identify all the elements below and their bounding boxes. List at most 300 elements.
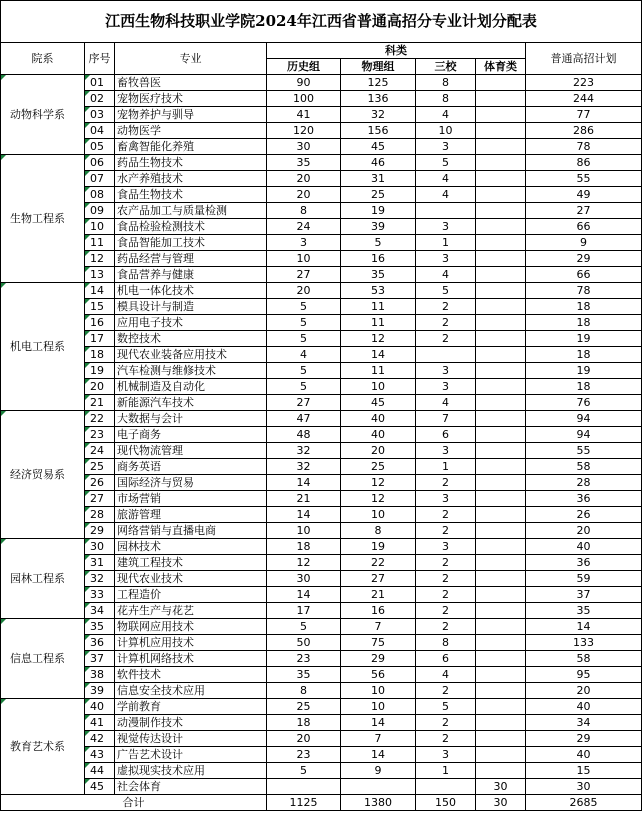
sanxiao-cell: 4 — [416, 395, 476, 411]
history-cell: 120 — [267, 123, 341, 139]
history-cell: 23 — [267, 651, 341, 667]
table-row — [1, 187, 642, 203]
sports-cell — [476, 299, 526, 315]
total-cell: 49 — [526, 187, 642, 203]
history-cell: 5 — [267, 619, 341, 635]
major-cell: 广告艺术设计 — [115, 747, 267, 763]
history-cell: 14 — [267, 587, 341, 603]
physics-cell: 35 — [341, 267, 416, 283]
physics-cell: 25 — [341, 187, 416, 203]
history-cell: 18 — [267, 715, 341, 731]
sanxiao-cell: 2 — [416, 523, 476, 539]
total-cell: 36 — [526, 491, 642, 507]
sports-cell — [476, 331, 526, 347]
physics-cell — [341, 779, 416, 795]
history-cell: 50 — [267, 635, 341, 651]
seq-cell: 33 — [85, 587, 115, 603]
physics-cell: 56 — [341, 667, 416, 683]
table-row — [1, 571, 642, 587]
history-cell: 3 — [267, 235, 341, 251]
total-cell: 20 — [526, 523, 642, 539]
seq-cell: 18 — [85, 347, 115, 363]
header-sanxiao: 三校 — [416, 59, 476, 75]
seq-cell: 20 — [85, 379, 115, 395]
physics-cell: 5 — [341, 235, 416, 251]
table-row — [1, 443, 642, 459]
physics-cell: 40 — [341, 411, 416, 427]
table-row — [1, 475, 642, 491]
table-row — [1, 603, 642, 619]
seq-cell: 17 — [85, 331, 115, 347]
seq-cell: 16 — [85, 315, 115, 331]
physics-cell: 7 — [341, 731, 416, 747]
table-row — [1, 235, 642, 251]
history-cell: 4 — [267, 347, 341, 363]
major-cell: 建筑工程技术 — [115, 555, 267, 571]
total-cell: 19 — [526, 331, 642, 347]
total-cell: 28 — [526, 475, 642, 491]
sports-cell — [476, 379, 526, 395]
history-cell: 20 — [267, 283, 341, 299]
sports-cell — [476, 235, 526, 251]
seq-cell: 14 — [85, 283, 115, 299]
total-cell: 34 — [526, 715, 642, 731]
major-cell: 药品生物技术 — [115, 155, 267, 171]
sanxiao-cell — [416, 779, 476, 795]
physics-cell: 14 — [341, 347, 416, 363]
sanxiao-cell: 3 — [416, 251, 476, 267]
history-cell: 5 — [267, 379, 341, 395]
total-cell: 78 — [526, 283, 642, 299]
history-cell: 25 — [267, 699, 341, 715]
physics-cell: 10 — [341, 379, 416, 395]
total-cell: 55 — [526, 443, 642, 459]
table-row — [1, 123, 642, 139]
history-cell: 8 — [267, 203, 341, 219]
sanxiao-cell: 2 — [416, 715, 476, 731]
table-row — [1, 331, 642, 347]
total-cell: 18 — [526, 347, 642, 363]
seq-cell: 34 — [85, 603, 115, 619]
history-cell: 47 — [267, 411, 341, 427]
table-row — [1, 635, 642, 651]
sanxiao-cell: 3 — [416, 379, 476, 395]
history-cell: 23 — [267, 747, 341, 763]
total-cell: 27 — [526, 203, 642, 219]
sanxiao-cell: 2 — [416, 571, 476, 587]
sanxiao-cell: 2 — [416, 683, 476, 699]
seq-cell: 13 — [85, 267, 115, 283]
sanxiao-cell: 2 — [416, 555, 476, 571]
sanxiao-cell: 3 — [416, 443, 476, 459]
sanxiao-cell — [416, 203, 476, 219]
total-cell: 286 — [526, 123, 642, 139]
major-cell: 农产品加工与质量检测 — [115, 203, 267, 219]
sanxiao-cell: 1 — [416, 235, 476, 251]
seq-cell: 07 — [85, 171, 115, 187]
total-cell: 66 — [526, 267, 642, 283]
table-row — [1, 107, 642, 123]
seq-cell: 45 — [85, 779, 115, 795]
total-cell: 66 — [526, 219, 642, 235]
sports-cell: 30 — [476, 779, 526, 795]
sports-cell — [476, 443, 526, 459]
physics-cell: 10 — [341, 507, 416, 523]
sports-cell — [476, 75, 526, 91]
physics-cell: 20 — [341, 443, 416, 459]
sports-cell — [476, 171, 526, 187]
seq-cell: 02 — [85, 91, 115, 107]
sports-cell — [476, 139, 526, 155]
physics-cell: 10 — [341, 683, 416, 699]
table-row — [1, 411, 642, 427]
history-cell: 10 — [267, 523, 341, 539]
total-cell: 76 — [526, 395, 642, 411]
total-cell: 35 — [526, 603, 642, 619]
sports-cell — [476, 315, 526, 331]
major-cell: 宠物养护与驯导 — [115, 107, 267, 123]
seq-cell: 10 — [85, 219, 115, 235]
seq-cell: 35 — [85, 619, 115, 635]
history-cell: 5 — [267, 315, 341, 331]
physics-cell: 10 — [341, 699, 416, 715]
major-cell: 食品检验检测技术 — [115, 219, 267, 235]
seq-cell: 12 — [85, 251, 115, 267]
major-cell: 花卉生产与花艺 — [115, 603, 267, 619]
dept-cell: 园林工程系 — [1, 539, 85, 619]
major-cell: 电子商务 — [115, 427, 267, 443]
total-cell: 29 — [526, 731, 642, 747]
physics-cell: 11 — [341, 315, 416, 331]
table-row — [1, 747, 642, 763]
sports-cell — [476, 619, 526, 635]
major-cell: 物联网应用技术 — [115, 619, 267, 635]
sports-cell — [476, 411, 526, 427]
physics-cell: 53 — [341, 283, 416, 299]
major-cell: 软件技术 — [115, 667, 267, 683]
history-cell: 14 — [267, 507, 341, 523]
physics-cell: 40 — [341, 427, 416, 443]
total-cell: 86 — [526, 155, 642, 171]
seq-cell: 23 — [85, 427, 115, 443]
totals-history: 1125 — [267, 795, 341, 811]
table-row — [1, 491, 642, 507]
major-cell: 动物医学 — [115, 123, 267, 139]
history-cell: 35 — [267, 155, 341, 171]
physics-cell: 45 — [341, 139, 416, 155]
seq-cell: 28 — [85, 507, 115, 523]
seq-cell: 09 — [85, 203, 115, 219]
sanxiao-cell — [416, 347, 476, 363]
history-cell: 5 — [267, 331, 341, 347]
seq-cell: 37 — [85, 651, 115, 667]
sports-cell — [476, 251, 526, 267]
sanxiao-cell: 3 — [416, 491, 476, 507]
history-cell: 21 — [267, 491, 341, 507]
table-row — [1, 539, 642, 555]
header-sports: 体育类 — [476, 59, 526, 75]
table-row — [1, 779, 642, 795]
major-cell: 工程造价 — [115, 587, 267, 603]
history-cell: 20 — [267, 171, 341, 187]
physics-cell: 11 — [341, 363, 416, 379]
sanxiao-cell: 3 — [416, 219, 476, 235]
total-cell: 94 — [526, 427, 642, 443]
sanxiao-cell: 6 — [416, 651, 476, 667]
table-row — [1, 203, 642, 219]
physics-cell: 14 — [341, 715, 416, 731]
table-row — [1, 555, 642, 571]
sports-cell — [476, 635, 526, 651]
sports-cell — [476, 571, 526, 587]
major-cell: 社会体育 — [115, 779, 267, 795]
seq-cell: 36 — [85, 635, 115, 651]
physics-cell: 136 — [341, 91, 416, 107]
sanxiao-cell: 2 — [416, 299, 476, 315]
major-cell: 现代农业技术 — [115, 571, 267, 587]
total-cell: 94 — [526, 411, 642, 427]
sports-cell — [476, 123, 526, 139]
sanxiao-cell: 4 — [416, 171, 476, 187]
table-row — [1, 507, 642, 523]
history-cell — [267, 779, 341, 795]
header-total: 普通高招计划 — [526, 43, 642, 75]
history-cell: 30 — [267, 139, 341, 155]
seq-cell: 19 — [85, 363, 115, 379]
table-row — [1, 379, 642, 395]
seq-cell: 41 — [85, 715, 115, 731]
sports-cell — [476, 219, 526, 235]
total-cell: 58 — [526, 651, 642, 667]
history-cell: 32 — [267, 443, 341, 459]
sanxiao-cell: 3 — [416, 363, 476, 379]
sports-cell — [476, 603, 526, 619]
sanxiao-cell: 2 — [416, 731, 476, 747]
history-cell: 90 — [267, 75, 341, 91]
physics-cell: 21 — [341, 587, 416, 603]
major-cell: 计算机网络技术 — [115, 651, 267, 667]
history-cell: 8 — [267, 683, 341, 699]
total-cell: 26 — [526, 507, 642, 523]
physics-cell: 12 — [341, 491, 416, 507]
sports-cell — [476, 187, 526, 203]
total-cell: 30 — [526, 779, 642, 795]
major-cell: 数控技术 — [115, 331, 267, 347]
history-cell: 48 — [267, 427, 341, 443]
sanxiao-cell: 7 — [416, 411, 476, 427]
physics-cell: 12 — [341, 475, 416, 491]
table-row — [1, 619, 642, 635]
sports-cell — [476, 395, 526, 411]
sanxiao-cell: 5 — [416, 699, 476, 715]
seq-cell: 01 — [85, 75, 115, 91]
sports-cell — [476, 683, 526, 699]
physics-cell: 75 — [341, 635, 416, 651]
major-cell: 宠物医疗技术 — [115, 91, 267, 107]
history-cell: 5 — [267, 763, 341, 779]
dept-cell: 生物工程系 — [1, 155, 85, 283]
sanxiao-cell: 2 — [416, 603, 476, 619]
seq-cell: 11 — [85, 235, 115, 251]
table-row — [1, 683, 642, 699]
table-row — [1, 299, 642, 315]
sports-cell — [476, 427, 526, 443]
physics-cell: 11 — [341, 299, 416, 315]
sports-cell — [476, 347, 526, 363]
seq-cell: 06 — [85, 155, 115, 171]
physics-cell: 8 — [341, 523, 416, 539]
sports-cell — [476, 507, 526, 523]
history-cell: 100 — [267, 91, 341, 107]
table-row — [1, 283, 642, 299]
seq-cell: 40 — [85, 699, 115, 715]
physics-cell: 14 — [341, 747, 416, 763]
sanxiao-cell: 1 — [416, 459, 476, 475]
sports-cell — [476, 491, 526, 507]
totals-sanxiao: 150 — [416, 795, 476, 811]
major-cell: 食品营养与健康 — [115, 267, 267, 283]
sports-cell — [476, 763, 526, 779]
major-cell: 汽车检测与维修技术 — [115, 363, 267, 379]
history-cell: 5 — [267, 299, 341, 315]
history-cell: 27 — [267, 267, 341, 283]
sanxiao-cell: 2 — [416, 475, 476, 491]
sanxiao-cell: 2 — [416, 315, 476, 331]
major-cell: 水产养殖技术 — [115, 171, 267, 187]
physics-cell: 32 — [341, 107, 416, 123]
sanxiao-cell: 10 — [416, 123, 476, 139]
sports-cell — [476, 267, 526, 283]
history-cell: 41 — [267, 107, 341, 123]
header-seq: 序号 — [85, 43, 115, 75]
seq-cell: 39 — [85, 683, 115, 699]
sanxiao-cell: 2 — [416, 587, 476, 603]
sanxiao-cell: 3 — [416, 139, 476, 155]
physics-cell: 156 — [341, 123, 416, 139]
history-cell: 18 — [267, 539, 341, 555]
sanxiao-cell: 2 — [416, 331, 476, 347]
table-row — [1, 667, 642, 683]
sports-cell — [476, 523, 526, 539]
seq-cell: 30 — [85, 539, 115, 555]
physics-cell: 19 — [341, 539, 416, 555]
physics-cell: 16 — [341, 251, 416, 267]
total-cell: 37 — [526, 587, 642, 603]
sports-cell — [476, 459, 526, 475]
total-cell: 14 — [526, 619, 642, 635]
total-cell: 55 — [526, 171, 642, 187]
seq-cell: 15 — [85, 299, 115, 315]
history-cell: 20 — [267, 187, 341, 203]
sanxiao-cell: 4 — [416, 267, 476, 283]
table-title: 江西生物科技职业学院2024年江西省普通高招分专业计划分配表 — [1, 1, 642, 43]
major-cell: 网络营销与直播电商 — [115, 523, 267, 539]
seq-cell: 08 — [85, 187, 115, 203]
seq-cell: 25 — [85, 459, 115, 475]
sports-cell — [476, 363, 526, 379]
sports-cell — [476, 555, 526, 571]
major-cell: 现代物流管理 — [115, 443, 267, 459]
total-cell: 40 — [526, 699, 642, 715]
table-row — [1, 155, 642, 171]
sports-cell — [476, 107, 526, 123]
seq-cell: 24 — [85, 443, 115, 459]
total-cell: 133 — [526, 635, 642, 651]
seq-cell: 26 — [85, 475, 115, 491]
major-cell: 动漫制作技术 — [115, 715, 267, 731]
table-row — [1, 267, 642, 283]
sports-cell — [476, 283, 526, 299]
seq-cell: 05 — [85, 139, 115, 155]
major-cell: 新能源汽车技术 — [115, 395, 267, 411]
sports-cell — [476, 155, 526, 171]
seq-cell: 38 — [85, 667, 115, 683]
table-row — [1, 587, 642, 603]
totals-total: 2685 — [526, 795, 642, 811]
total-cell: 18 — [526, 299, 642, 315]
header-physics: 物理组 — [341, 59, 416, 75]
totals-label: 合计 — [1, 795, 267, 811]
physics-cell: 16 — [341, 603, 416, 619]
major-cell: 国际经济与贸易 — [115, 475, 267, 491]
major-cell: 食品生物技术 — [115, 187, 267, 203]
sports-cell — [476, 539, 526, 555]
table-row — [1, 171, 642, 187]
table-row — [1, 651, 642, 667]
major-cell: 畜禽智能化养殖 — [115, 139, 267, 155]
sanxiao-cell: 2 — [416, 619, 476, 635]
physics-cell: 125 — [341, 75, 416, 91]
seq-cell: 27 — [85, 491, 115, 507]
history-cell: 24 — [267, 219, 341, 235]
major-cell: 药品经营与管理 — [115, 251, 267, 267]
physics-cell: 45 — [341, 395, 416, 411]
total-cell: 18 — [526, 379, 642, 395]
table-row — [1, 139, 642, 155]
table-row — [1, 731, 642, 747]
total-cell: 19 — [526, 363, 642, 379]
physics-cell: 39 — [341, 219, 416, 235]
sports-cell — [476, 667, 526, 683]
physics-cell: 9 — [341, 763, 416, 779]
physics-cell: 27 — [341, 571, 416, 587]
table-row — [1, 763, 642, 779]
history-cell: 30 — [267, 571, 341, 587]
totals-sports: 30 — [476, 795, 526, 811]
table-row — [1, 427, 642, 443]
sanxiao-cell: 8 — [416, 91, 476, 107]
total-cell: 9 — [526, 235, 642, 251]
total-cell: 244 — [526, 91, 642, 107]
history-cell: 35 — [267, 667, 341, 683]
seq-cell: 29 — [85, 523, 115, 539]
history-cell: 20 — [267, 731, 341, 747]
total-cell: 40 — [526, 747, 642, 763]
physics-cell: 46 — [341, 155, 416, 171]
sports-cell — [476, 651, 526, 667]
physics-cell: 19 — [341, 203, 416, 219]
total-cell: 36 — [526, 555, 642, 571]
sanxiao-cell: 4 — [416, 667, 476, 683]
total-cell: 77 — [526, 107, 642, 123]
dept-cell: 信息工程系 — [1, 619, 85, 699]
seq-cell: 32 — [85, 571, 115, 587]
major-cell: 畜牧兽医 — [115, 75, 267, 91]
sports-cell — [476, 731, 526, 747]
table-row — [1, 459, 642, 475]
major-cell: 商务英语 — [115, 459, 267, 475]
dept-cell: 经济贸易系 — [1, 411, 85, 539]
